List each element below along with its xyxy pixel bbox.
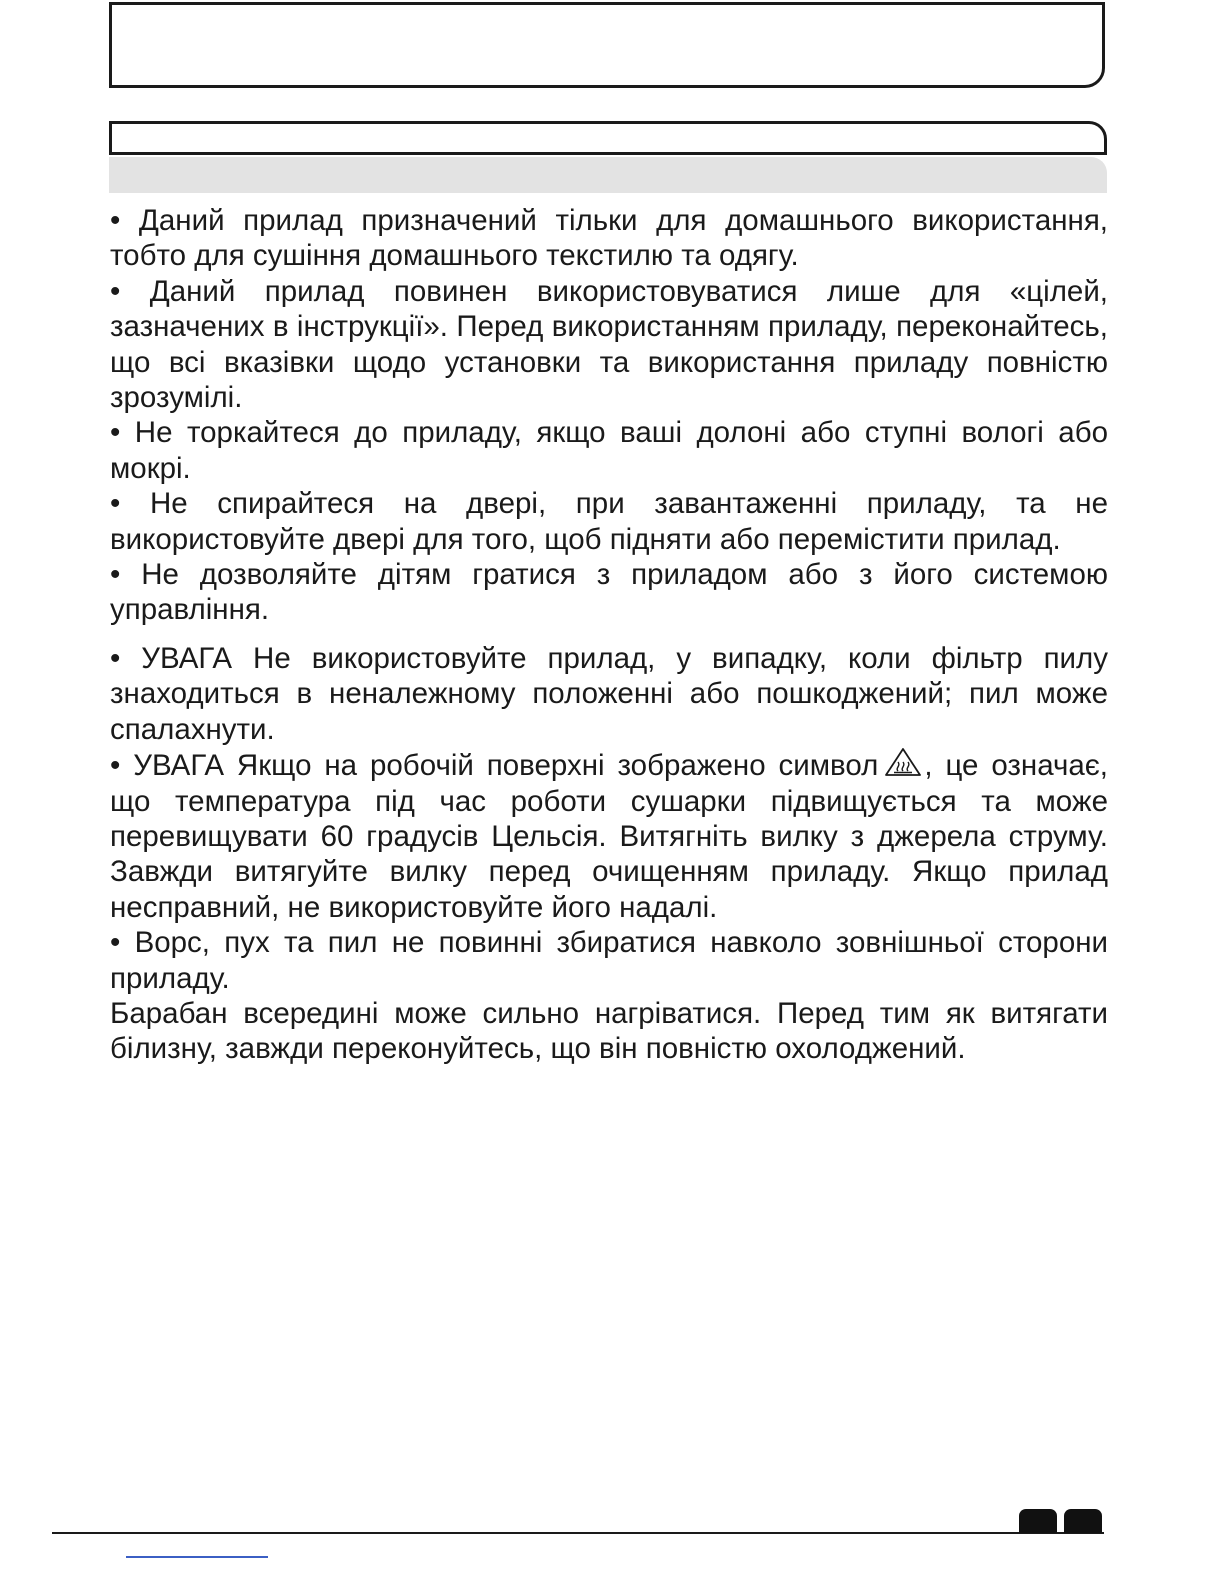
warning-hot-text-end: , це означає, що температура під час роботи сушарки підвищується та може перевищувати 60 градусів Цельсія. Витягніть вилку з джерела струму. Завжди витягуйте вилку перед очищенням приладу. Якщо прилад несправний, не використовуйте його надалі. <box>110 749 1108 924</box>
page-tab-marker <box>1019 1509 1057 1533</box>
hot-surface-warning-icon <box>884 747 922 777</box>
instruction-paragraph: • Не дозволяйте дітям гратися з приладом або з його системою управління. <box>110 558 1108 627</box>
instruction-paragraph: • Даний прилад повинен використовуватися лише для «цілей, зазначених в інструкції». Перед використанням приладу, переконайтесь, що всі вказівки щодо установки та використання приладу повністю зрозумілі. <box>110 274 1108 415</box>
warning-hot-text-start: • УВАГА Якщо на робочій поверхні зображено символ <box>110 749 879 783</box>
page-tab-marker <box>1064 1509 1102 1533</box>
footer-rule <box>52 1532 1104 1534</box>
warning-hot-surface <box>110 747 1108 925</box>
section-shading-bar <box>109 157 1107 193</box>
instruction-paragraph: • Не спирайтеся на двері, при завантаженні приладу, та не використовуйте двері для того, щоб підняти або перемістити прилад. <box>110 487 1108 556</box>
lint-note: • Ворс, пух та пил не повинні збиратися навколо зовнішньої сторони приладу. <box>110 926 1108 995</box>
drum-note: Барабан всередині може сильно нагріватися. Перед тим як витягати білизну, завжди переконуйтесь, що він повністю охолоджений. <box>110 996 1108 1066</box>
footer-accent-line <box>126 1556 268 1558</box>
safety-instructions <box>110 203 1108 1067</box>
instruction-paragraph: • Даний прилад призначений тільки для домашнього використання, тобто для сушіння домашнього текстилю та одягу. <box>110 204 1108 273</box>
instruction-paragraph: • Не торкайтеся до приладу, якщо ваші долоні або ступні вологі або мокрі. <box>110 416 1108 485</box>
header-frame <box>109 2 1105 88</box>
warning-dust-filter: • УВАГА Не використовуйте прилад, у випадку, коли фільтр пилу знаходиться в неналежному положенні або пошкоджений; пил може спалахнути. <box>110 641 1108 746</box>
section-title-frame <box>109 121 1107 155</box>
